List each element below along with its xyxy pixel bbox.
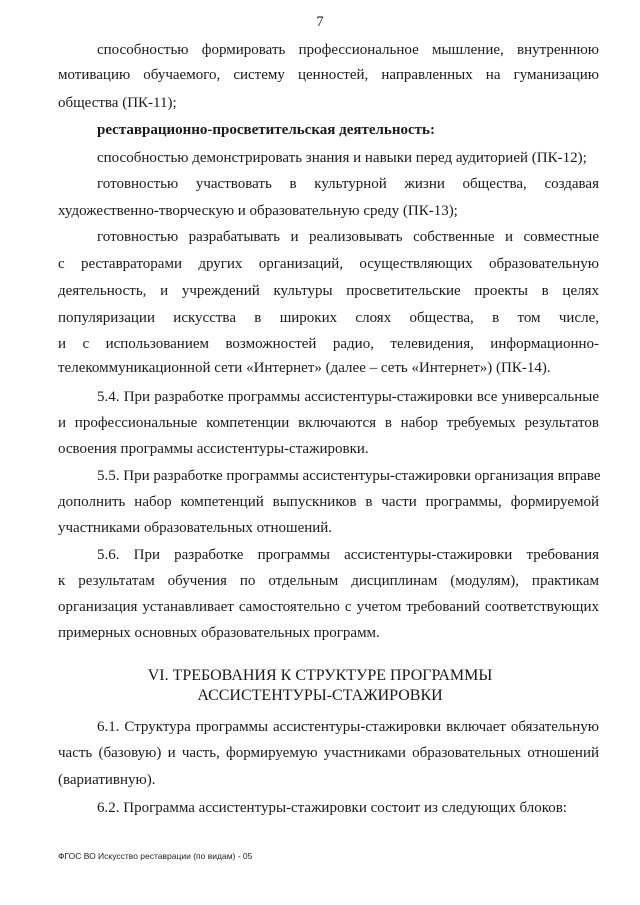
text-line: мотивацию обучаемого, систему ценностей, направленных на гуманизацию <box>58 67 599 83</box>
text-line: 6.2. Программа ассистентуры-стажировки состоит из следующих блоков: <box>97 800 567 816</box>
text-line: организация устанавливает самостоятельно с учетом требований соответствующих <box>58 599 599 615</box>
text-line: общества (ПК-11); <box>58 95 177 111</box>
text-line: деятельность, и учреждений культуры просветительские проекты в целях <box>58 283 599 299</box>
text-line: 5.5. При разработке программы ассистентуры-стажировки организация вправе <box>97 468 601 484</box>
text-line: и с использованием возможностей радио, телевидения, информационно- <box>58 336 599 352</box>
text-line: с реставраторами других организаций, осуществляющих образовательную <box>58 256 599 272</box>
page-number: 7 <box>316 14 324 30</box>
text-line: дополнить набор компетенций выпускников в части программы, формируемой <box>58 494 599 510</box>
section-heading-line-2: АССИСТЕНТУРЫ-СТАЖИРОВКИ <box>197 687 443 704</box>
subheading: реставрационно-просветительская деятельность: <box>97 122 435 138</box>
text-line: и профессиональные компетенции включаются в набор требуемых результатов <box>58 415 599 431</box>
section-heading-line-1: VI. ТРЕБОВАНИЯ К СТРУКТУРЕ ПРОГРАММЫ <box>147 667 493 684</box>
text-line: 6.1. Структура программы ассистентуры-стажировки включает обязательную <box>97 719 599 735</box>
text-line: художественно-творческую и образовательную среду (ПК-13); <box>58 203 458 219</box>
text-line: к результатам обучения по отдельным дисциплинам (модулям), практикам <box>58 573 599 589</box>
text-line: участниками образовательных отношений. <box>58 520 333 536</box>
text-line: примерных основных образовательных программ. <box>58 625 380 641</box>
text-line: 5.4. При разработке программы ассистентуры-стажировки все универсальные <box>97 389 599 405</box>
text-line: часть (базовую) и часть, формируемую участниками образовательных отношений <box>58 745 599 761</box>
text-line: (вариативную). <box>58 772 156 788</box>
text-line: способностью демонстрировать знания и навыки перед аудиторией (ПК-12); <box>97 150 587 166</box>
text-line: готовностью участвовать в культурной жизни общества, создавая <box>97 176 599 192</box>
text-line: телекоммуникационной сети «Интернет» (далее – сеть «Интернет») (ПК-14). <box>58 360 551 376</box>
text-line: способностью формировать профессиональное мышление, внутреннюю <box>97 42 599 58</box>
text-line: 5.6. При разработке программы ассистентуры-стажировки требования <box>97 547 599 563</box>
text-line: освоения программы ассистентуры-стажировки. <box>58 441 369 457</box>
text-line: готовностью разрабатывать и реализовывать собственные и совместные <box>97 229 599 245</box>
text-line: популяризации искусства в широких слоях общества, в том числе, <box>58 310 599 326</box>
footer-note: ФГОС ВО Искусство реставрации (по видам) - 05 <box>58 851 253 861</box>
